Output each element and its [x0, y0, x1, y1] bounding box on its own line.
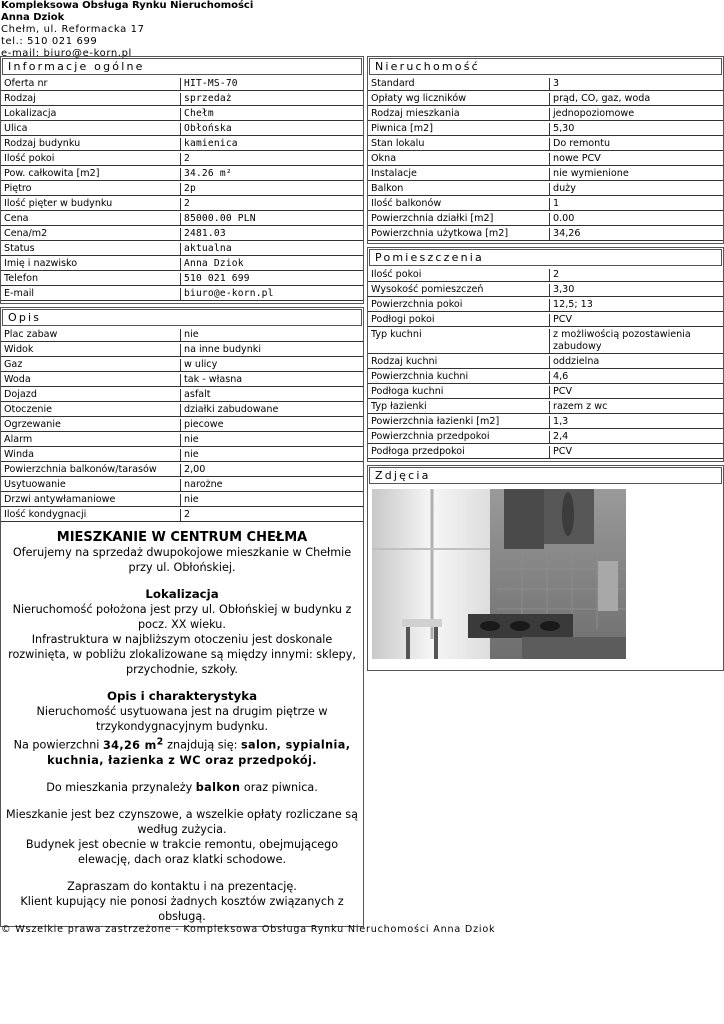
- field-label: Opłaty wg liczników: [368, 93, 550, 106]
- field-value: 2p: [181, 183, 363, 196]
- general-info-table: [1, 76, 363, 303]
- field-value: na inne budynki: [181, 344, 363, 357]
- property-rows: [368, 78, 723, 241]
- table-row: [1, 138, 363, 151]
- field-value: 1,3: [550, 416, 723, 429]
- field-value: PCV: [550, 446, 723, 459]
- field-value: asfalt: [181, 389, 363, 402]
- field-label: Winda: [1, 449, 181, 462]
- field-value: kamienica: [181, 138, 363, 151]
- agency-address: Chełm, ul. Reformacka 17: [1, 24, 145, 35]
- field-value: 12,5; 13: [550, 299, 723, 312]
- table-row: [368, 153, 723, 166]
- table-row: [368, 401, 723, 414]
- field-label: Pow. całkowita [m2]: [1, 168, 181, 181]
- copyright-footer: © Wszelkie prawa zastrzeżone - Kompleksowa Obsługa Rynku Nieruchomości Anna Dziok: [1, 924, 496, 935]
- table-row: [1, 243, 363, 256]
- field-value: aktualna: [181, 243, 363, 256]
- field-value: 2: [181, 198, 363, 211]
- field-label: Podłoga przedpokoi: [368, 446, 550, 459]
- general-info-heading: Informacje ogólne: [2, 58, 362, 75]
- field-value: z możliwością pozostawienia zabudowy: [550, 329, 723, 354]
- table-row: [1, 329, 363, 342]
- field-value: nie wymienione: [550, 168, 723, 181]
- field-value: nowe PCV: [550, 153, 723, 166]
- table-row: [1, 183, 363, 196]
- field-value: Do remontu: [550, 138, 723, 151]
- property-table: [368, 76, 723, 243]
- property-heading: Nieruchomość: [369, 58, 722, 75]
- table-row: [1, 344, 363, 357]
- table-row: [1, 168, 363, 181]
- table-row: [1, 108, 363, 121]
- rent-paragraph: Mieszkanie jest bez czynszowe, a wszelkie opłaty rozliczane są według zużycia.: [6, 807, 358, 836]
- field-value: razem z wc: [550, 401, 723, 414]
- table-row: [368, 228, 723, 241]
- field-value: 2: [181, 509, 363, 522]
- rooms-table: [368, 267, 723, 461]
- field-value: HIT-MS-70: [181, 78, 363, 91]
- table-row: [1, 198, 363, 211]
- agency-owner: Anna Dziok: [1, 12, 65, 23]
- table-row: [1, 464, 363, 477]
- table-row: [1, 434, 363, 447]
- field-label: Powierzchnia balkonów/tarasów: [1, 464, 181, 477]
- field-value: 2: [181, 153, 363, 166]
- field-value: 3,30: [550, 284, 723, 297]
- kitchen-photo-image: [372, 489, 626, 659]
- field-label: Oferta nr: [1, 78, 181, 91]
- field-value: 0.00: [550, 213, 723, 226]
- field-value: 2,4: [550, 431, 723, 444]
- field-label: Drzwi antywłamaniowe: [1, 494, 181, 507]
- agency-name: Kompleksowa Obsługa Rynku Nieruchomości: [1, 0, 254, 11]
- field-label: Ogrzewanie: [1, 419, 181, 432]
- table-row: [1, 213, 363, 226]
- field-value: PCV: [550, 314, 723, 327]
- field-value: jednopoziomowe: [550, 108, 723, 121]
- renovation-paragraph: Budynek jest obecnie w trakcie remontu, obejmującego elewację, dach oraz klatki schodowe.: [25, 837, 339, 866]
- table-row: [368, 386, 723, 399]
- table-row: [1, 509, 363, 522]
- field-label: Cena: [1, 213, 181, 226]
- table-row: [368, 108, 723, 121]
- opis-rows: [1, 329, 363, 522]
- table-row: [368, 78, 723, 91]
- agency-phone: tel.: 510 021 699: [1, 36, 98, 47]
- field-label: Podłoga kuchni: [368, 386, 550, 399]
- field-label: Telefon: [1, 273, 181, 286]
- rooms-heading: Pomieszczenia: [369, 249, 722, 266]
- agency-email: e-mail: biuro@e-korn.pl: [1, 48, 132, 59]
- table-row: [368, 356, 723, 369]
- field-label: E-mail: [1, 288, 181, 301]
- table-row: [368, 446, 723, 459]
- field-value: prąd, CO, gaz, woda: [550, 93, 723, 106]
- no-cost-paragraph: Klient kupujący nie ponosi żadnych kosztów związanych z obsługą.: [20, 894, 344, 923]
- field-value: Chełm: [181, 108, 363, 121]
- field-value: biuro@e-korn.pl: [181, 288, 363, 301]
- table-row: [368, 299, 723, 312]
- table-row: [1, 374, 363, 387]
- table-row: [368, 416, 723, 429]
- field-label: Standard: [368, 78, 550, 91]
- field-value: 4,6: [550, 371, 723, 384]
- table-row: [368, 284, 723, 297]
- table-row: [1, 359, 363, 372]
- table-row: [368, 198, 723, 211]
- field-label: Rodzaj mieszkania: [368, 108, 550, 121]
- field-label: Lokalizacja: [1, 108, 181, 121]
- area-value: 34,26 $m^2$: [102, 736, 164, 752]
- field-value: piecowe: [181, 419, 363, 432]
- table-row: [368, 213, 723, 226]
- field-value: PCV: [550, 386, 723, 399]
- field-value: 34,26: [550, 228, 723, 241]
- field-label: Otoczenie: [1, 404, 181, 417]
- field-label: Powierzchnia łazienki [m2]: [368, 416, 550, 429]
- field-value: 2481.03: [181, 228, 363, 241]
- table-row: [1, 449, 363, 462]
- table-row: [1, 273, 363, 286]
- field-label: Rodzaj budynku: [1, 138, 181, 151]
- field-label: Ilość balkonów: [368, 198, 550, 211]
- area-paragraph: Na powierzchni 34,26 $m^2$ znajdują się: salon, sypialnia, kuchnia, łazienka z WC oraz przedpokój.: [13, 736, 351, 767]
- field-value: 1: [550, 198, 723, 211]
- field-label: Typ łazienki: [368, 401, 550, 414]
- location-paragraph-2: Infrastruktura w najbliższym otoczeniu jest doskonale rozwinięta, w pobliżu zlokalizowane są między innymi: sklepy, przychodnie, szkoły.: [8, 633, 356, 676]
- field-value: nie: [181, 434, 363, 447]
- field-label: Alarm: [1, 434, 181, 447]
- opis-section: [0, 307, 364, 927]
- table-row: [1, 494, 363, 507]
- field-label: Instalacje: [368, 168, 550, 181]
- field-label: Powierzchnia pokoi: [368, 299, 550, 312]
- table-row: [1, 479, 363, 492]
- description: [1, 524, 363, 926]
- general-info-section: [0, 56, 364, 304]
- characteristics-heading: Opis i charakterystyka: [106, 689, 258, 703]
- field-label: Powierzchnia kuchni: [368, 371, 550, 384]
- rooms-section: [367, 247, 724, 462]
- field-value: nie: [181, 449, 363, 462]
- field-value: Anna Dziok: [181, 258, 363, 271]
- left-column: [0, 56, 364, 930]
- table-row: [1, 419, 363, 432]
- location-paragraph-1: Nieruchomość położona jest przy ul. Obłońskiej w budynku z pocz. XX wieku.: [12, 603, 352, 631]
- field-value: duży: [550, 183, 723, 196]
- table-row: [1, 258, 363, 271]
- field-value: 34.26 m²: [181, 168, 363, 181]
- table-row: [1, 78, 363, 91]
- table-row: [1, 404, 363, 417]
- table-row: [368, 183, 723, 196]
- field-label: Powierzchnia użytkowa [m2]: [368, 228, 550, 241]
- field-label: Ilość kondygnacji: [1, 509, 181, 522]
- field-value: tak - własna: [181, 374, 363, 387]
- photos-section: [367, 465, 724, 671]
- field-label: Typ kuchni: [368, 329, 550, 354]
- field-label: Ulica: [1, 123, 181, 136]
- table-row: [1, 153, 363, 166]
- right-column: [367, 56, 724, 674]
- table-row: [1, 389, 363, 402]
- property-section: [367, 56, 724, 244]
- field-value: 510 021 699: [181, 273, 363, 286]
- table-row: [368, 431, 723, 444]
- field-label: Balkon: [368, 183, 550, 196]
- field-value: sprzedaż: [181, 93, 363, 106]
- table-row: [368, 138, 723, 151]
- photos-heading: Zdjęcia: [369, 467, 722, 484]
- field-value: 85000.00 PLN: [181, 213, 363, 226]
- field-value: oddzielna: [550, 356, 723, 369]
- general-info-rows: [1, 78, 363, 301]
- opis-table: [1, 327, 363, 524]
- field-label: Ilość pięter w budynku: [1, 198, 181, 211]
- field-value: 3: [550, 78, 723, 91]
- field-label: Podłogi pokoi: [368, 314, 550, 327]
- field-label: Piwnica [m2]: [368, 123, 550, 136]
- description-intro: Oferujemy na sprzedaż dwupokojowe mieszkanie w Chełmie przy ul. Obłońskiej.: [12, 546, 352, 574]
- field-label: Stan lokalu: [368, 138, 550, 151]
- characteristics-paragraph: Nieruchomość usytuowana jest na drugim piętrze w trzykondygnacyjnym budynku.: [36, 705, 328, 733]
- belongings-paragraph: Do mieszkania przynależy balkon oraz piwnica.: [46, 780, 318, 794]
- table-row: [368, 93, 723, 106]
- field-label: Cena/m2: [1, 228, 181, 241]
- room-list: salon, sypialnia, kuchnia, łazienka z WC oraz przedpokój.: [47, 738, 351, 767]
- table-row: [1, 93, 363, 106]
- field-label: Powierzchnia działki [m2]: [368, 213, 550, 226]
- kitchen-photo[interactable]: [372, 489, 626, 659]
- field-label: Imię i nazwisko: [1, 258, 181, 271]
- field-label: Plac zabaw: [1, 329, 181, 342]
- field-value: działki zabudowane: [181, 404, 363, 417]
- field-label: Ilość pokoi: [368, 269, 550, 282]
- field-label: Woda: [1, 374, 181, 387]
- table-row: [1, 288, 363, 301]
- field-label: Piętro: [1, 183, 181, 196]
- table-row: [368, 314, 723, 327]
- field-label: Powierzchnia przedpokoi: [368, 431, 550, 444]
- field-label: Usytuowanie: [1, 479, 181, 492]
- field-value: nie: [181, 494, 363, 507]
- description-title: MIESZKANIE W CENTRUM CHEŁMA: [56, 530, 308, 545]
- table-row: [1, 228, 363, 241]
- field-value: w ulicy: [181, 359, 363, 372]
- table-row: [368, 168, 723, 181]
- table-row: [368, 269, 723, 282]
- field-label: Gaz: [1, 359, 181, 372]
- field-value: Obłońska: [181, 123, 363, 136]
- table-row: [368, 123, 723, 136]
- location-heading: Lokalizacja: [145, 587, 219, 601]
- table-row: [1, 123, 363, 136]
- field-label: Rodzaj: [1, 93, 181, 106]
- contact-paragraph: Zapraszam do kontaktu i na prezentację.: [67, 879, 297, 893]
- field-label: Widok: [1, 344, 181, 357]
- rooms-rows: [368, 269, 723, 459]
- field-label: Ilość pokoi: [1, 153, 181, 166]
- field-label: Dojazd: [1, 389, 181, 402]
- field-label: Rodzaj kuchni: [368, 356, 550, 369]
- table-row: [368, 329, 723, 354]
- opis-heading: Opis: [2, 309, 362, 326]
- field-label: Okna: [368, 153, 550, 166]
- agency-header: [1, 0, 253, 60]
- field-value: nie: [181, 329, 363, 342]
- field-value: narożne: [181, 479, 363, 492]
- field-label: Status: [1, 243, 181, 256]
- field-label: Wysokość pomieszczeń: [368, 284, 550, 297]
- table-row: [368, 371, 723, 384]
- field-value: 2: [550, 269, 723, 282]
- field-value: 2,00: [181, 464, 363, 477]
- field-value: 5,30: [550, 123, 723, 136]
